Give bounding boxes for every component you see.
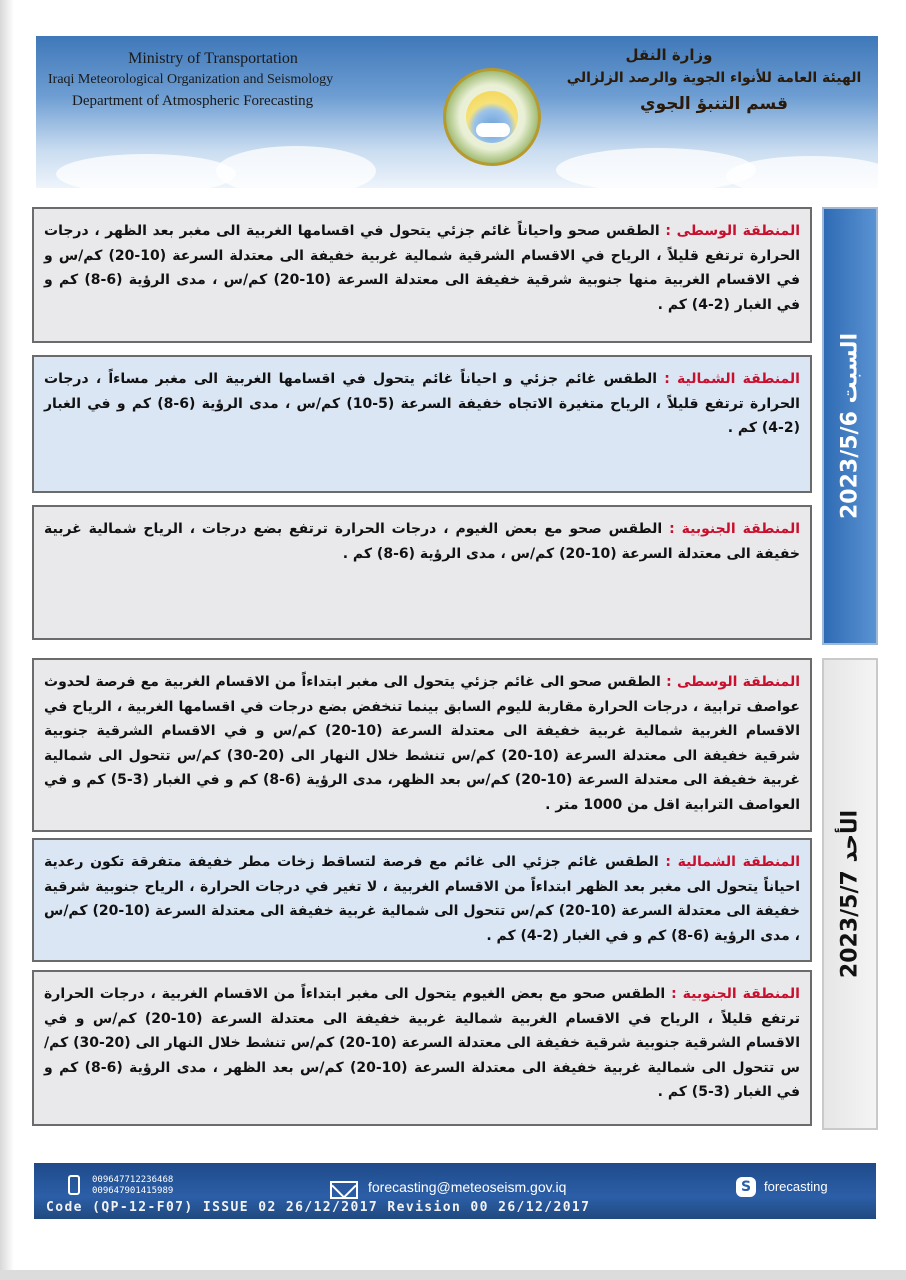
region-text: الطقس صحو مع بعض الغيوم ، درجات الحرارة ترتفع بضع درجات ، الرياح شمالية غربية خفيفة الى معتدلة السرعة (10-20) كم/س ، مدى الرؤية (6-8) كم .: [44, 521, 800, 562]
date-label: السبت 2023/5/6: [837, 332, 863, 520]
ministry-name-ar: وزارة النقل: [625, 46, 713, 64]
region-name: المنطقة الشمالية :: [664, 371, 800, 387]
banner-cloud: [216, 146, 376, 188]
day-forecast-sunday: [32, 658, 878, 1130]
logo-cloud: [476, 123, 510, 137]
region-text: الطقس صحو الى غائم جزئي يتحول الى مغبر ابتداءاً من الاقسام الغربية مع فرصة لحدوث عواصف ترابية ، درجات الحرارة مقاربة لليوم السابق بينما تنخفض بضع درجات في اقسامها الغربية ، الرياح في الاقسام الغربية شمالية غربية خفيفة الى معتدلة السرعة (10-20) كم/س و في الاقسام الشرقية جنوبية شرقية خفيفة الى معتدلة السرعة (10-20) كم/س تنشط خلال النهار الى (20-30) كم/س تتحول الى شمالية غربية خفيفة الى معتدلة السرعة (10-20) كم/س بعد الظهر، مدى الرؤية (6-8) كم و في الغبار (3-5) كم و في العواصف الترابية اقل من 1000 متر .: [44, 674, 801, 813]
region-name: المنطقة الوسطى :: [665, 223, 801, 239]
organization-name-en: Iraqi Meteorological Organization and Seismology: [48, 72, 334, 87]
banner-cloud: [56, 154, 236, 188]
region-name: المنطقة الجنوبية :: [669, 521, 800, 537]
document-code-line: Code (QP-12-F07) ISSUE 02 26/12/2017 Revision 00 26/12/2017: [46, 1200, 591, 1215]
logo-sun-emblem: [466, 91, 518, 143]
mail-icon: [330, 1181, 358, 1199]
region-name: المنطقة الجنوبية :: [671, 986, 800, 1002]
region-central: [32, 207, 812, 343]
day-forecast-saturday: [32, 207, 878, 645]
region-south: [32, 970, 812, 1126]
department-name-en: Department of Atmospheric Forecasting: [72, 93, 314, 109]
email-link[interactable]: forecasting@meteoseism.gov.iq: [368, 1179, 567, 1195]
ministry-name-en: Ministry of Transportation: [128, 50, 298, 67]
banner-cloud: [726, 156, 878, 188]
region-text: الطقس صحو مع بعض الغيوم يتحول الى مغبر ابتداءاً من الاقسام الغربية ، درجات الحرارة ترتفع قليلاً ، الرياح في الاقسام الغربية شمالية غربية خفيفة الى معتدلة السرعة (10-20) كم/س و في الاقسام الشرقية جنوبية شرقية خفيفة الى معتدلة السرعة (10-20) كم/س تنشط خلال النهار الى (20-30) كم/س تتحول الى شمالية غربية خفيفة الى معتدلة السرعة (10-20) كم/س بعد الظهر ، مدى الرؤية (6-8) كم و في الغبار (3-5) كم .: [44, 986, 801, 1100]
region-name: المنطقة الشمالية :: [665, 854, 800, 870]
organization-name-ar: الهيئة العامة للأنواء الجوية والرصد الزلزالي: [566, 70, 862, 86]
region-central: [32, 658, 812, 832]
page-bottom-edge: [0, 1270, 906, 1280]
header-english-block: [48, 50, 348, 110]
department-name-ar: قسم التنبؤ الجوي: [640, 94, 788, 114]
skype-handle: forecasting: [764, 1179, 828, 1194]
region-north: [32, 355, 812, 493]
banner-cloud: [556, 148, 756, 188]
region-name: المنطقة الوسطى :: [666, 674, 800, 690]
page-edge-shadow: [0, 0, 14, 1280]
region-north: [32, 838, 812, 962]
date-column: [822, 658, 878, 1130]
header-arabic-block: [564, 46, 864, 114]
region-text: الطقس صحو واحياناً غائم جزئي يتحول في اقسامها الغربية الى مغبر بعد الظهر ، درجات الحرارة ترتفع قليلاً ، الرياح في الاقسام الشرقية شمالية غربية خفيفة الى معتدلة السرعة (10-20) كم/س و في الاقسام الغربية منها جنوبية شرقية خفيفة الى معتدلة السرعة (10-20) كم/س ، مدى الرؤية (6-8) كم و في الغبار (2-4) كم .: [44, 223, 800, 313]
date-column: [822, 207, 878, 645]
phone-numbers: [92, 1175, 173, 1197]
region-south: [32, 505, 812, 640]
header-banner: [36, 36, 878, 188]
phone-number: 009647901415989: [92, 1186, 174, 1196]
skype-icon: S: [736, 1177, 756, 1197]
footer-bar: [34, 1163, 876, 1219]
region-text: الطقس غائم جزئي و احياناً غائم يتحول في اقسامها الغربية الى مغبر مساءاً ، درجات الحرارة ترتفع قليلاً ، الرياح متغيرة الاتجاه خفيفة السرعة (5-10) كم/س ، مدى الرؤية (6-8) كم و في الغبار (2-4) كم .: [44, 371, 800, 436]
organization-logo-icon: [443, 68, 541, 166]
phone-number: 009647712236468: [92, 1175, 174, 1185]
date-label: الأحد 2023/5/7: [837, 809, 863, 979]
region-text: الطقس غائم جزئي الى غائم مع فرصة لتساقط زخات مطر خفيفة متفرقة تكون رعدية احياناً يتحول الى مغبر بعد الظهر ابتداءاً من الاقسام الغربية ، لا تغير في درجات الحرارة ، الرياح جنوبية شرقية خفيفة الى معتدلة السرعة (10-20) كم/س تتحول الى شمالية غربية خفيفة الى معتدلة السرعة (10-20) كم/س ، مدى الرؤية (6-8) كم و في الغبار (2-4) كم .: [44, 854, 800, 944]
phone-icon: [68, 1175, 80, 1195]
